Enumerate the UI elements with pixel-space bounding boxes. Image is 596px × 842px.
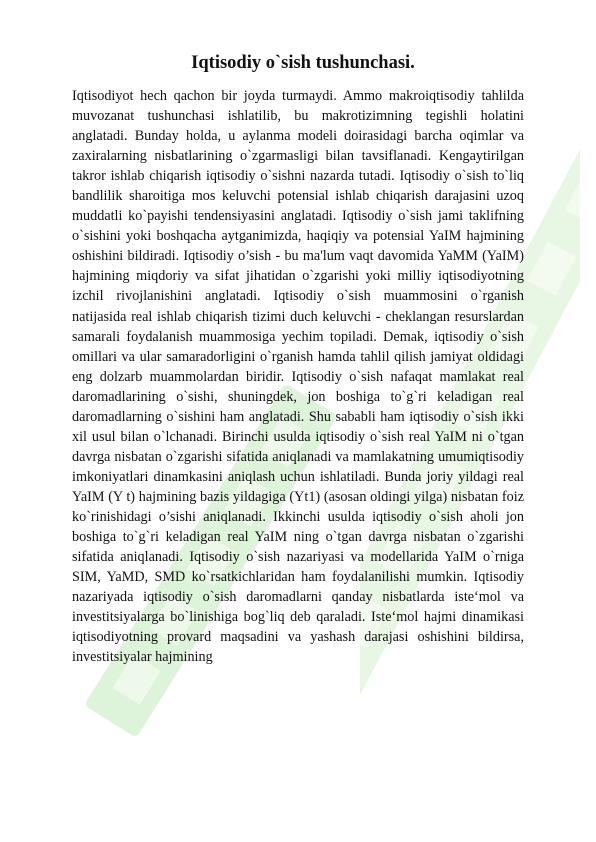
document-paragraph: Iqtisodiyot hech qachon bir joyda turmaydi. Ammo makroiqtisodiy tahlilda muvozanat tushunchasi ishlatilib, bu makrotizimning tegishli holatini anglatadi. Bunday holda, u aylanma modeli doirasidagi barcha oqimlar va zaxiralarning nisbatlarining o`zgarmasligi bilan tavsiflanadi. Kengaytirilgan takror ishlab chiqarish iqtisodiy o`sishni nazarda tutadi. Iqtisodiy o`sish to`liq bandlilik sharoitiga mos keluvchi potensial ishlab chiqarish darajasini uzoq muddatli ko`payishi tendensiyasini anglatadi. Iqtisodiy o`sish jami taklifning o`sishini yoki boshqacha aytganimizda, haqiqiy va potensial YaIM hajmining oshishini bildiradi. Iqtisodiy o’sish - bu ma'lum vaqt davomida YaMM (YaIM) hajmining miqdoriy va sifat jihatidan o`zgarishi yoki milliy iqtisodiyotning izchil rivojlanishini anglatadi. Iqtisodiy o`sish muammosini o`rganish natijasida real ishlab chiqarish tizimi duch keluvchi - cheklangan resurslardan samarali foydalanish muammosiga yechim topiladi. Demak, iqtisodiy o`sish omillari va ular samaradorligini o`rganish hamda tahlil qilish jamiyat oldidagi eng dolzarb muammolardan biridir. Iqtisodiy o`sish nafaqat mamlakat real daromadlarining o`sishi, shuningdek, jon boshiga to`g`ri keladigan real daromadlarning o`sishini ham anglatadi. Shu sababli ham iqtisodiy o`sish ikki xil usul bilan o`lchanadi. Birinchi usulda iqtisodiy o`sish real YaIM ni o`tgan davrga nisbatan o`zgarishi sifatida aniqlanadi va mamlakatning umumiqtisodiy imkoniyatlari dinamkasini aniqlash uchun ishlatiladi. Bunda joriy yildagi real YaIM (Y t) hajmining bazis yildagiga (Yt1) (asosan oldingi yilga) nisbatan foiz ko`rinishidagi o’sishi aniqlanadi. Ikkinchi usulda iqtisodiy o`sish aholi jon boshiga to`g`ri keladigan real YaIM ning o`tgan davrga nisbatan o`zgarishi sifatida aniqlanadi. Iqtisodiy o`sish nazariyasi va modellarida YaIM o`rniga SIM, YaMD, SMD ko`rsatkichlaridan ham foydalanilishi mumkin. Iqtisodiy nazariyada iqtisodiy o`sish daromadlarni qanday nisbatlarda iste‘mol va investitsiyalarga bo`linishiga bog`liq deb qaraladi. Iste‘mol hajmi dinamikasi iqtisodiyotning provard maqsadini va yashash darajasi oshishini bildirsa, investitsiyalar hajmining — [72, 88, 524, 666]
document-content — [72, 52, 524, 667]
document-title: Iqtisodiy o`sish tushunchasi. — [191, 53, 415, 73]
